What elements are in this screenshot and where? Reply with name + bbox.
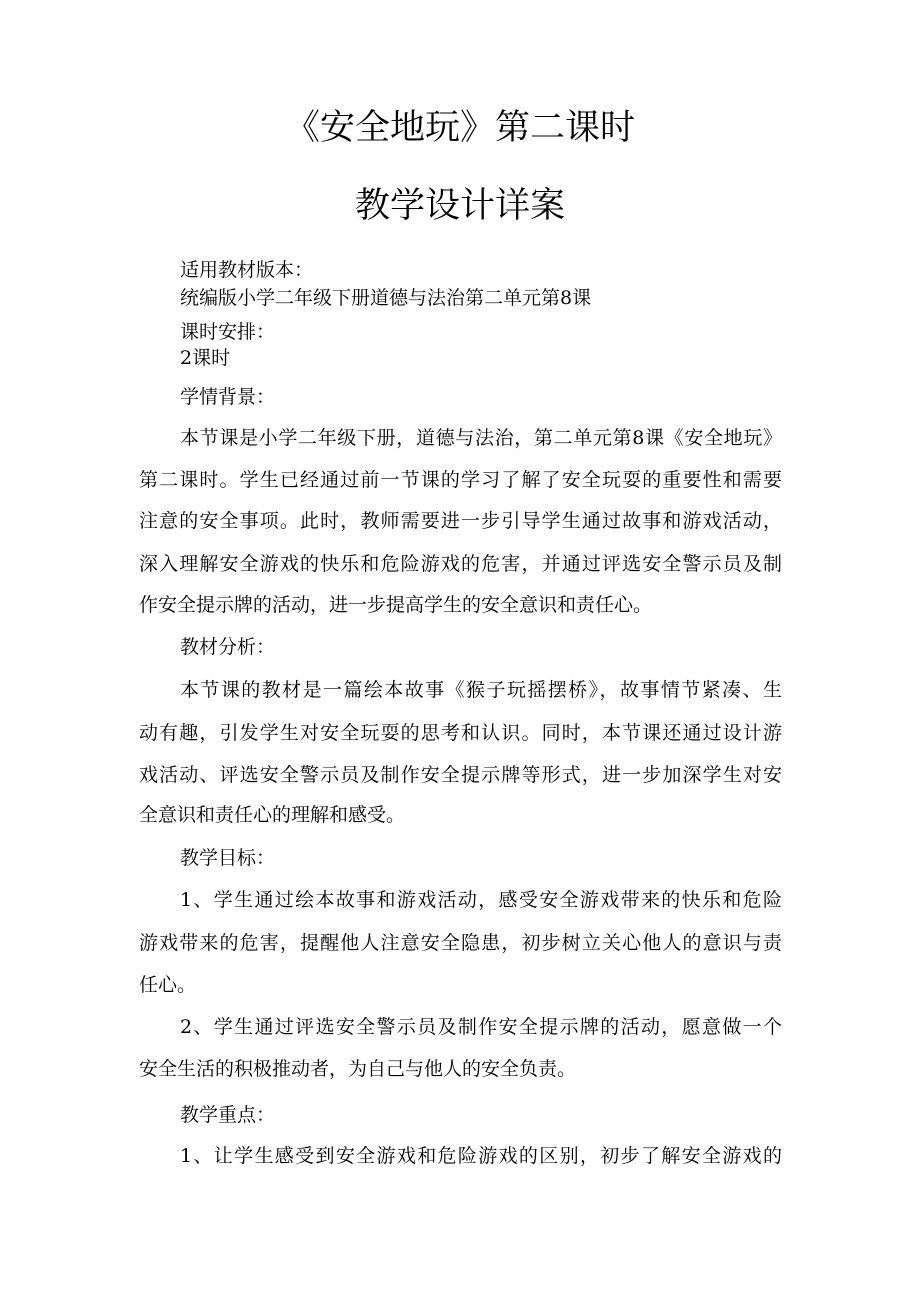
document-title-line1: 《安全地玩》第二课时: [284, 108, 635, 148]
document-title-line2: 教学设计详案: [354, 186, 565, 226]
schedule-label: 课时安排：: [180, 321, 276, 343]
background-line: 本节课是小学二年级下册，道德与法治，第二单元第8课《安全地玩》: [180, 427, 782, 449]
background-line: 第二课时。学生已经通过前一节课的学习了解了安全玩耍的重要性和需要: [139, 469, 782, 491]
objective-2-line: 安全生活的积极推动者，为自己与他人的安全负责。: [139, 1058, 577, 1080]
analysis-line: 戏活动、评选安全警示员及制作安全提示牌等形式，进一步加深学生对安: [139, 764, 782, 786]
version-label: 适用教材版本：: [180, 259, 314, 281]
objective-1-line: 游戏带来的危害，提醒他人注意安全隐患，初步树立关心他人的意识与责: [139, 932, 782, 954]
background-line: 注意的安全事项。此时，教师需要进一步引导学生通过故事和游戏活动，: [139, 510, 782, 532]
objective-1-line: 任心。: [139, 974, 197, 996]
key-points-heading: 教学重点：: [180, 1104, 276, 1126]
schedule-value: 2课时: [180, 347, 231, 369]
analysis-line: 动有趣，引发学生对安全玩耍的思考和认识。同时，本节课还通过设计游: [139, 722, 782, 744]
objective-2-line: 2、学生通过评选安全警示员及制作安全提示牌的活动，愿意做一个: [180, 1016, 782, 1038]
key-point-1-line: 1、让学生感受到安全游戏和危险游戏的区别，初步了解安全游戏的: [180, 1145, 782, 1167]
analysis-heading: 教材分析：: [180, 636, 276, 658]
objective-1-line: 1、学生通过绘本故事和游戏活动，感受安全游戏带来的快乐和危险: [180, 889, 782, 911]
version-value: 统编版小学二年级下册道德与法治第二单元第8课: [180, 287, 592, 309]
objectives-heading: 教学目标：: [180, 847, 276, 869]
background-line: 作安全提示牌的活动，进一步提高学生的安全意识和责任心。: [139, 594, 653, 616]
background-heading: 学情背景：: [180, 386, 276, 408]
background-line: 深入理解安全游戏的快乐和危险游戏的危害，并通过评选安全警示员及制: [139, 553, 782, 575]
analysis-line: 全意识和责任心的理解和感受。: [139, 804, 406, 826]
analysis-line: 本节课的教材是一篇绘本故事《猴子玩摇摆桥》，故事情节紧凑、生: [180, 679, 782, 701]
